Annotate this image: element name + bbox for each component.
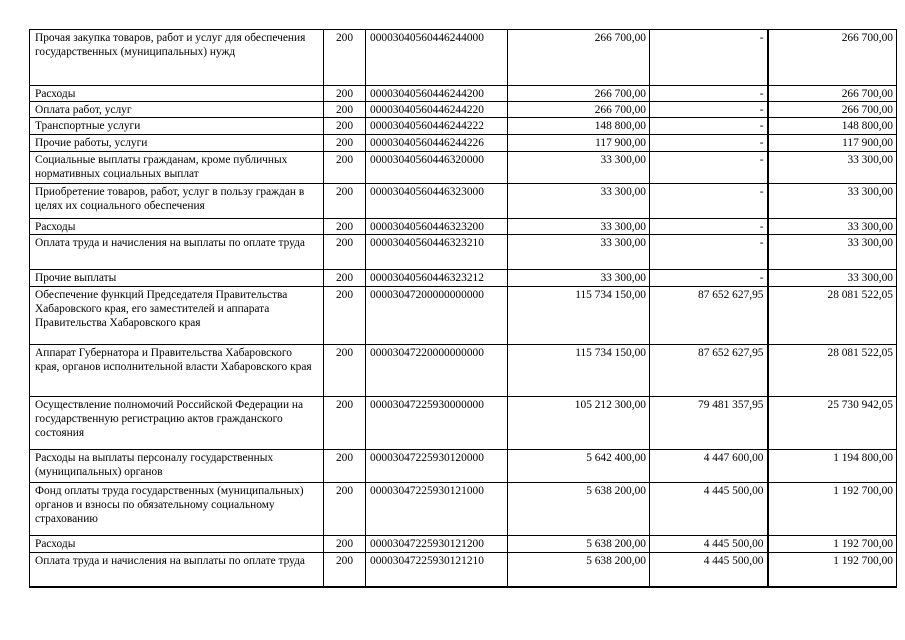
cell-line-code: 200 xyxy=(324,219,366,235)
cell-executed-amount: 4 445 500,00 xyxy=(650,553,768,587)
cell-budget-classification-code: 00003040560446244226 xyxy=(366,135,508,152)
cell-name: Обеспечение функций Председателя Правительства Хабаровского края, его заместителей и аппарата Правительства Хабаровского края xyxy=(30,287,324,345)
cell-name: Осуществление полномочий Российской Федерации на государственную регистрацию актов гражданского состояния xyxy=(30,397,324,450)
table-row xyxy=(30,536,897,553)
cell-line-code: 200 xyxy=(324,345,366,397)
cell-line-code: 200 xyxy=(324,118,366,135)
cell-executed-amount: - xyxy=(650,270,768,287)
cell-approved-amount: 33 300,00 xyxy=(508,219,650,235)
cell-line-code: 200 xyxy=(324,86,366,102)
cell-line-code: 200 xyxy=(324,287,366,345)
cell-unexecuted-amount: 148 800,00 xyxy=(768,118,897,135)
cell-approved-amount: 5 638 200,00 xyxy=(508,553,650,587)
cell-executed-amount: - xyxy=(650,102,768,118)
cell-name: Расходы на выплаты персоналу государственных (муниципальных) органов xyxy=(30,450,324,483)
cell-unexecuted-amount: 33 300,00 xyxy=(768,235,897,270)
table-row xyxy=(30,483,897,536)
table-row xyxy=(30,184,897,219)
table-row xyxy=(30,219,897,235)
cell-budget-classification-code: 00003047200000000000 xyxy=(366,287,508,345)
cell-line-code: 200 xyxy=(324,553,366,587)
cell-executed-amount: 4 445 500,00 xyxy=(650,483,768,536)
table-row xyxy=(30,152,897,184)
cell-approved-amount: 33 300,00 xyxy=(508,152,650,184)
cell-executed-amount: - xyxy=(650,86,768,102)
cell-executed-amount: - xyxy=(650,184,768,219)
table-row xyxy=(30,450,897,483)
table-row xyxy=(30,102,897,118)
cell-approved-amount: 266 700,00 xyxy=(508,102,650,118)
cell-approved-amount: 33 300,00 xyxy=(508,235,650,270)
cell-line-code: 200 xyxy=(324,270,366,287)
cell-budget-classification-code: 00003047225930121200 xyxy=(366,536,508,553)
cell-line-code: 200 xyxy=(324,536,366,553)
cell-approved-amount: 5 642 400,00 xyxy=(508,450,650,483)
table-row xyxy=(30,270,897,287)
cell-budget-classification-code: 00003047225930120000 xyxy=(366,450,508,483)
cell-executed-amount: 4 447 600,00 xyxy=(650,450,768,483)
cell-unexecuted-amount: 1 192 700,00 xyxy=(768,553,897,587)
cell-line-code: 200 xyxy=(324,152,366,184)
table-row xyxy=(30,553,897,587)
cell-approved-amount: 115 734 150,00 xyxy=(508,287,650,345)
cell-name: Расходы xyxy=(30,536,324,553)
cell-unexecuted-amount: 266 700,00 xyxy=(768,86,897,102)
cell-approved-amount: 33 300,00 xyxy=(508,270,650,287)
cell-unexecuted-amount: 1 192 700,00 xyxy=(768,536,897,553)
cell-line-code: 200 xyxy=(324,184,366,219)
table-row xyxy=(30,287,897,345)
table-row xyxy=(30,397,897,450)
cell-unexecuted-amount: 25 730 942,05 xyxy=(768,397,897,450)
cell-name: Приобретение товаров, работ, услуг в пользу граждан в целях их социального обеспечения xyxy=(30,184,324,219)
cell-executed-amount: 87 652 627,95 xyxy=(650,345,768,397)
cell-executed-amount: 4 445 500,00 xyxy=(650,536,768,553)
table-row xyxy=(30,118,897,135)
cell-budget-classification-code: 00003040560446323212 xyxy=(366,270,508,287)
cell-executed-amount: 79 481 357,95 xyxy=(650,397,768,450)
cell-budget-classification-code: 00003047225930121000 xyxy=(366,483,508,536)
cell-unexecuted-amount: 1 194 800,00 xyxy=(768,450,897,483)
cell-unexecuted-amount: 33 300,00 xyxy=(768,270,897,287)
cell-unexecuted-amount: 117 900,00 xyxy=(768,135,897,152)
cell-unexecuted-amount: 1 192 700,00 xyxy=(768,483,897,536)
cell-line-code: 200 xyxy=(324,235,366,270)
cell-executed-amount: 87 652 627,95 xyxy=(650,287,768,345)
cell-approved-amount: 115 734 150,00 xyxy=(508,345,650,397)
cell-name: Социальные выплаты гражданам, кроме публичных нормативных социальных выплат xyxy=(30,152,324,184)
cell-approved-amount: 5 638 200,00 xyxy=(508,536,650,553)
cell-approved-amount: 266 700,00 xyxy=(508,30,650,86)
cell-budget-classification-code: 00003040560446320000 xyxy=(366,152,508,184)
cell-name: Аппарат Губернатора и Правительства Хабаровского края, органов исполнительной власти Хабаровского края xyxy=(30,345,324,397)
cell-line-code: 200 xyxy=(324,450,366,483)
cell-budget-classification-code: 00003040560446323210 xyxy=(366,235,508,270)
cell-unexecuted-amount: 266 700,00 xyxy=(768,30,897,86)
cell-line-code: 200 xyxy=(324,102,366,118)
cell-name: Расходы xyxy=(30,86,324,102)
cell-approved-amount: 33 300,00 xyxy=(508,184,650,219)
cell-unexecuted-amount: 33 300,00 xyxy=(768,219,897,235)
table-row xyxy=(30,345,897,397)
cell-budget-classification-code: 00003040560446323200 xyxy=(366,219,508,235)
table-row xyxy=(30,135,897,152)
budget-execution-table xyxy=(29,29,897,588)
table-body xyxy=(30,30,897,587)
cell-budget-classification-code: 00003040560446244220 xyxy=(366,102,508,118)
cell-budget-classification-code: 00003040560446244200 xyxy=(366,86,508,102)
cell-approved-amount: 266 700,00 xyxy=(508,86,650,102)
cell-approved-amount: 5 638 200,00 xyxy=(508,483,650,536)
cell-budget-classification-code: 00003047225930121210 xyxy=(366,553,508,587)
cell-name: Прочая закупка товаров, работ и услуг для обеспечения государственных (муниципальных) нужд xyxy=(30,30,324,86)
cell-budget-classification-code: 00003040560446244222 xyxy=(366,118,508,135)
cell-unexecuted-amount: 28 081 522,05 xyxy=(768,345,897,397)
table-row xyxy=(30,30,897,86)
cell-name: Оплата работ, услуг xyxy=(30,102,324,118)
table-row xyxy=(30,235,897,270)
cell-approved-amount: 148 800,00 xyxy=(508,118,650,135)
cell-line-code: 200 xyxy=(324,397,366,450)
cell-budget-classification-code: 00003047225930000000 xyxy=(366,397,508,450)
cell-unexecuted-amount: 33 300,00 xyxy=(768,152,897,184)
cell-name: Фонд оплаты труда государственных (муниципальных) органов и взносы по обязательному социальному страхованию xyxy=(30,483,324,536)
cell-budget-classification-code: 00003040560446323000 xyxy=(366,184,508,219)
cell-line-code: 200 xyxy=(324,483,366,536)
cell-name: Оплата труда и начисления на выплаты по оплате труда xyxy=(30,553,324,587)
cell-executed-amount: - xyxy=(650,118,768,135)
cell-name: Расходы xyxy=(30,219,324,235)
cell-unexecuted-amount: 266 700,00 xyxy=(768,102,897,118)
cell-approved-amount: 117 900,00 xyxy=(508,135,650,152)
cell-executed-amount: - xyxy=(650,219,768,235)
cell-name: Транспортные услуги xyxy=(30,118,324,135)
cell-line-code: 200 xyxy=(324,135,366,152)
cell-name: Прочие выплаты xyxy=(30,270,324,287)
cell-line-code: 200 xyxy=(324,30,366,86)
cell-executed-amount: - xyxy=(650,235,768,270)
table-row xyxy=(30,86,897,102)
cell-executed-amount: - xyxy=(650,135,768,152)
cell-budget-classification-code: 00003047220000000000 xyxy=(366,345,508,397)
cell-executed-amount: - xyxy=(650,30,768,86)
cell-name: Прочие работы, услуги xyxy=(30,135,324,152)
cell-unexecuted-amount: 33 300,00 xyxy=(768,184,897,219)
cell-name: Оплата труда и начисления на выплаты по оплате труда xyxy=(30,235,324,270)
cell-unexecuted-amount: 28 081 522,05 xyxy=(768,287,897,345)
cell-approved-amount: 105 212 300,00 xyxy=(508,397,650,450)
cell-executed-amount: - xyxy=(650,152,768,184)
cell-budget-classification-code: 00003040560446244000 xyxy=(366,30,508,86)
